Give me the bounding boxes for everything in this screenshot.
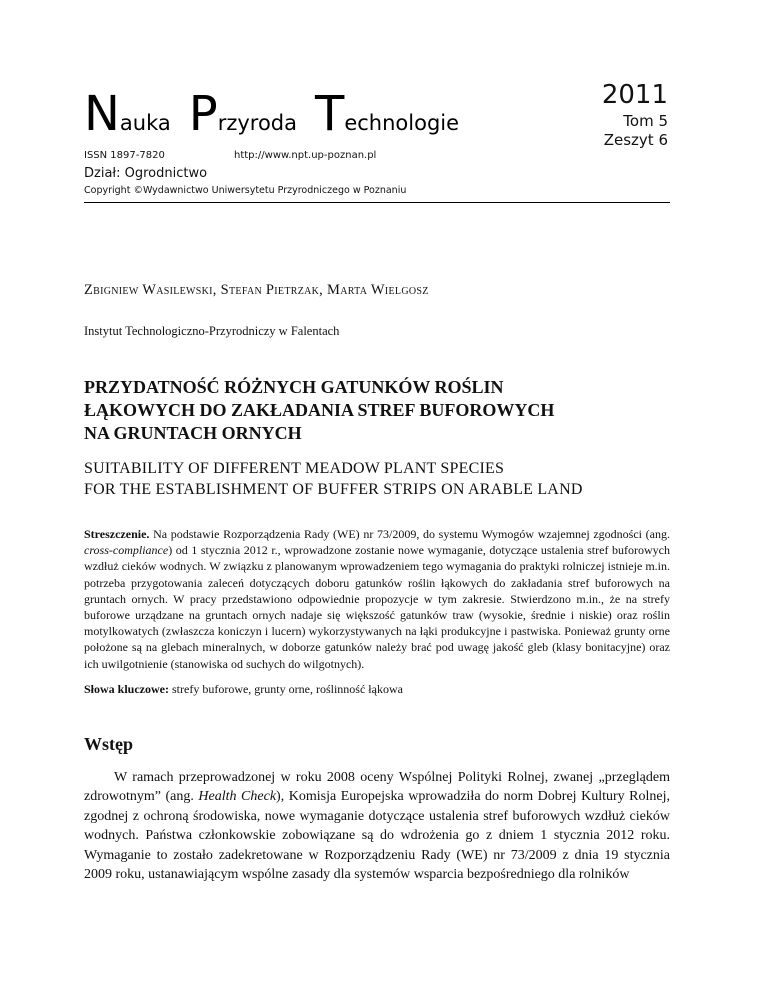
- journal-word-nauka: auka: [119, 111, 171, 135]
- abstract-text-italic: cross-compliance: [84, 543, 169, 558]
- author-institution: Instytut Technologiczno-Przyrodniczy w Falentach: [84, 324, 340, 338]
- journal-issue: Zeszyt 6: [603, 131, 668, 149]
- keywords: [84, 681, 670, 697]
- abstract-label: Streszczenie.: [84, 527, 150, 541]
- body-text-italic: Health Check: [198, 789, 277, 805]
- header-divider: [84, 202, 670, 203]
- journal-url[interactable]: http://www.npt.up-poznan.pl: [234, 150, 377, 161]
- abstract-text-start: Na podstawie Rozporządzenia Rady (WE) nr 73/2009, do systemu Wymogów wzajemnej zgodności (ang.: [149, 527, 670, 541]
- journal-issn: ISSN 1897-7820: [84, 150, 165, 161]
- article-title-english: SUITABILITY OF DIFFERENT MEADOW PLANT SPECIES FOR THE ESTABLISHMENT OF BUFFER STRIPS ON ARABLE LAND: [84, 460, 583, 498]
- journal-initial-n: N: [84, 86, 120, 142]
- body-text-end: ), Komisja Europejska wprowadziła do norm Dobrej Kultury Rolnej, zgodnej z ochroną środowiska, nowe wymaganie dotyczące ustalenia stref buforowych wzdłuż cieków wodnych. Państwa członkowskie zobowiązane są do wdrożenia go z dniem 1 stycznia 2012 roku. Wymaganie to zostało zadekretowane w Rozporządzeniu Rady (WE) nr 73/2009 z dnia 19 stycznia 2009 roku, ustanawiającym wspólne zasady dla systemów wsparcia bezpośredniego dla rolników: [84, 789, 670, 883]
- article-title-polish: PRZYDATNOŚĆ RÓŻNYCH GATUNKÓW ROŚLIN ŁĄKOWYCH DO ZAKŁADANIA STREF BUFOROWYCH NA GRUNTACH ORNYCH: [84, 377, 555, 443]
- keywords-text: strefy buforowe, grunty orne, roślinność łąkowa: [169, 682, 403, 696]
- journal-initial-p: P: [188, 86, 218, 142]
- journal-word-technologie: echnologie: [344, 111, 460, 135]
- article-authors: Zbigniew Wasilewski, Stefan Pietrzak, Marta Wielgosz: [84, 282, 429, 298]
- journal-department: Dział: Ogrodnictwo: [84, 166, 208, 181]
- journal-title: [84, 82, 524, 146]
- journal-volume: Tom 5: [623, 112, 668, 130]
- introduction-paragraph: [84, 768, 670, 884]
- journal-copyright: Copyright ©Wydawnictwo Uniwersytetu Przyrodniczego w Poznaniu: [84, 185, 407, 196]
- keywords-label: Słowa kluczowe:: [84, 682, 169, 696]
- journal-word-przyroda: rzyroda: [217, 111, 298, 135]
- section-heading-introduction: Wstęp: [84, 734, 133, 754]
- body-text-start: W ramach przeprowadzonej w roku 2008 oceny Wspólnej Polityki Rolnej, zwanej „przeglądem zdrowotnym” (ang.: [84, 770, 670, 805]
- journal-initial-t: T: [315, 86, 345, 142]
- journal-year: 2011: [601, 80, 668, 110]
- abstract-text-end: ) od 1 stycznia 2012 r., wprowadzone zostanie nowe wymaganie, dotyczące ustalenia stref buforowych wzdłuż cieków wodnych. W związku z planowanym wprowadzeniem tego wymagania do praktyki rolniczej istnieje m.in. potrzeba przygotowania zaleceń dotyczących doboru gatunków roślin łąkowych do zakładania stref buforowych na gruntach ornych. W pracy przedstawiono odpowiednie propozycje w tym zakresie. Stwierdzono m.in., że na strefy buforowe urządzane na gruntach ornych nadaje się większość gatunków traw (wysokie, średnie i niskie) oraz roślin motylkowatych (zwłaszcza koniczyn i lucern) wykorzystywanych na łąki produkcyjne i pastwiska. Ponieważ grunty orne położone są na glebach mineralnych, w doborze gatunków należy brać pod uwagę jakość gleb (klasy bonitacyjne) oraz ich uwilgotnienie (stanowiska od suchych do wilgotnych).: [84, 543, 670, 671]
- abstract: [84, 526, 670, 672]
